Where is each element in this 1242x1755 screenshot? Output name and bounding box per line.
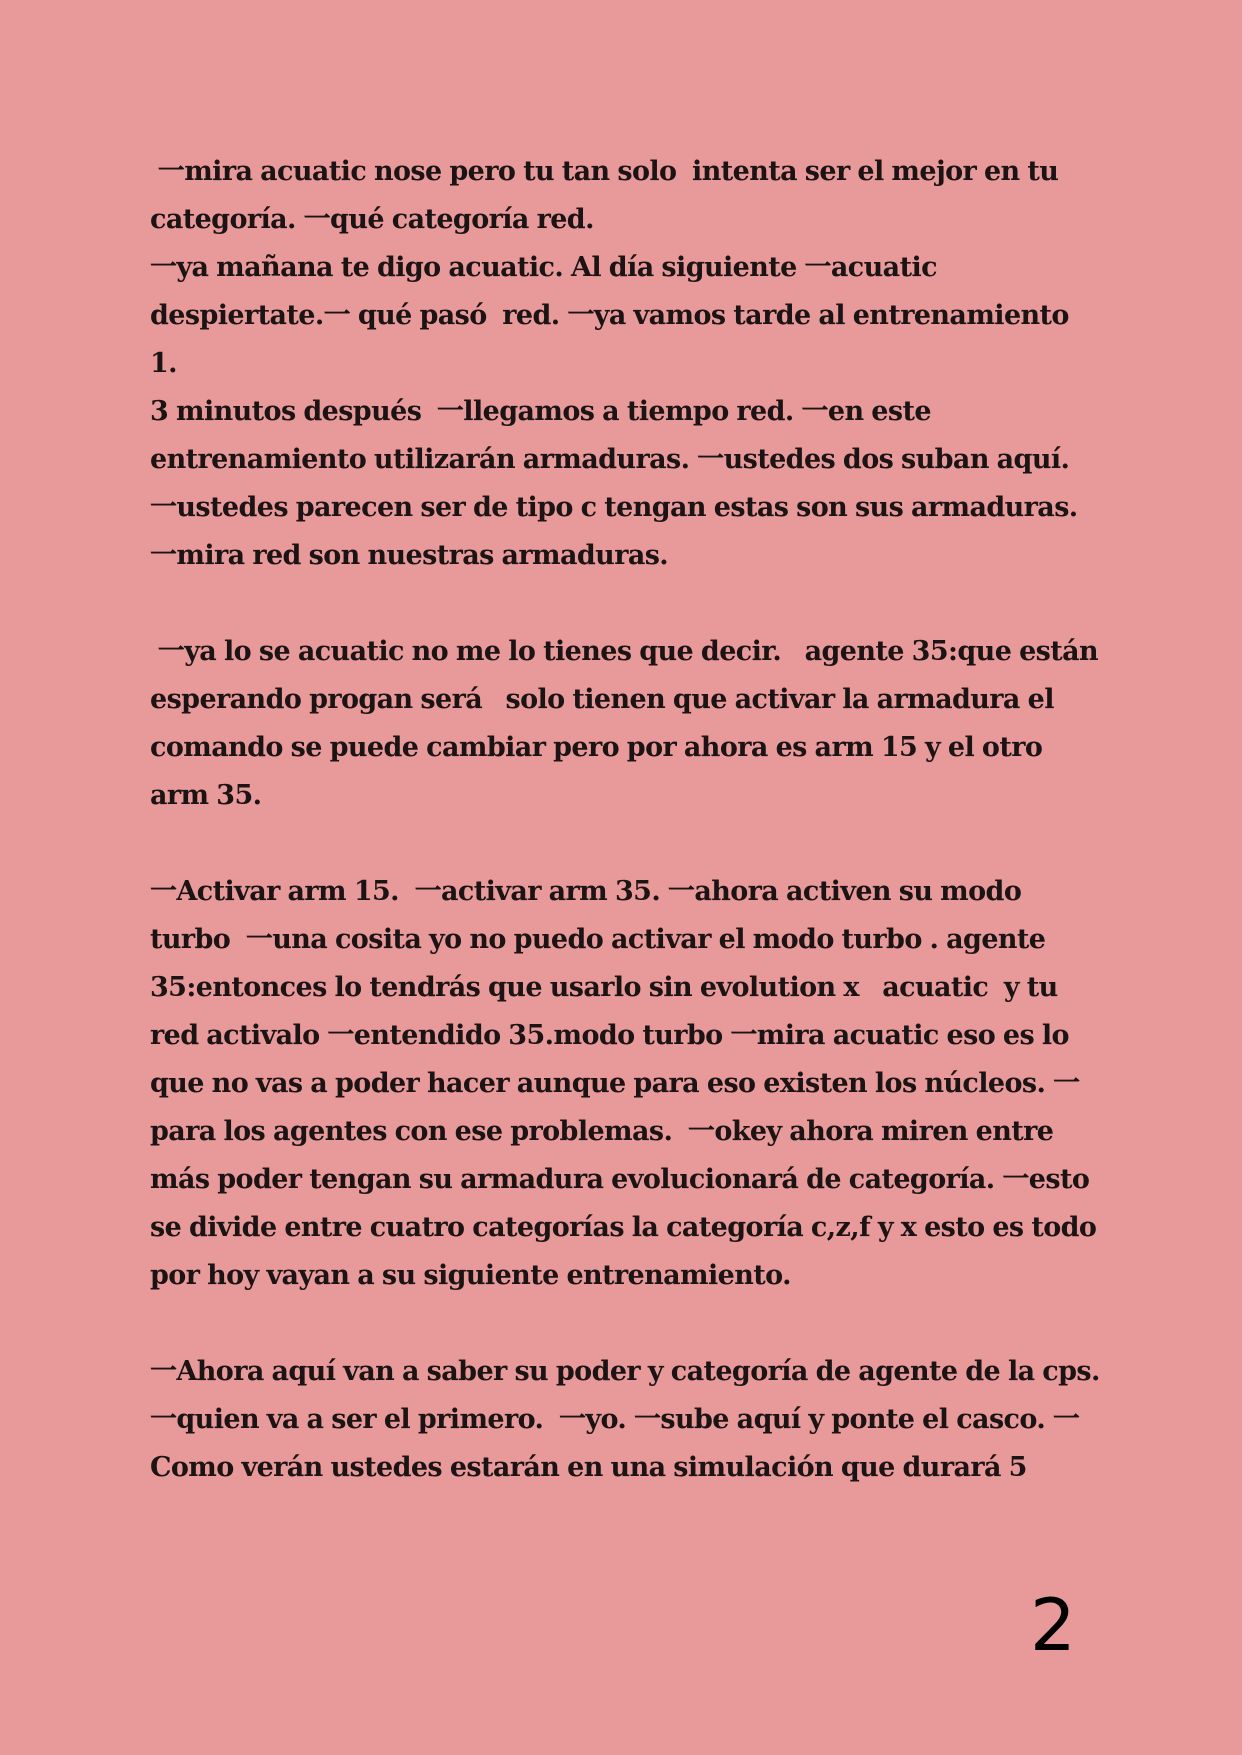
text-line-14: 一Activar arm 15. 一activar arm 35. 一ahora activen su modo <box>150 876 1022 907</box>
text-line-17: red activalo 一entendido 35.modo turbo 一mira acuatic eso es lo <box>150 1020 1069 1051</box>
body-text <box>150 148 1100 1492</box>
text-line-16: 35:entonces lo tendrás que usarlo sin evolution x acuatic y tu <box>150 972 1058 1003</box>
text-line-12: comando se puede cambiar pero por ahora es arm 15 y el otro <box>150 732 1043 763</box>
text-line-19: para los agentes con ese problemas. 一okey ahora miren entre <box>150 1116 1054 1147</box>
text-line-5: 1. <box>150 348 177 379</box>
text-line-2: categoría. 一qué categoría red. <box>150 204 594 235</box>
text-line-18: que no vas a poder hacer aunque para eso existen los núcleos. 一 <box>150 1068 1080 1099</box>
blank-line-3 <box>150 1300 1100 1348</box>
text-line-21: se divide entre cuatro categorías la categoría c,z,f y x esto es todo <box>150 1212 1097 1243</box>
blank-line-2 <box>150 820 1100 868</box>
text-line-20: más poder tengan su armadura evolucionará de categoría. 一esto <box>150 1164 1090 1195</box>
text-line-15: turbo 一una cosita yo no puedo activar el modo turbo . agente <box>150 924 1046 955</box>
text-line-11: esperando progan será solo tienen que activar la armadura el <box>150 684 1054 715</box>
text-line-25: Como verán ustedes estarán en una simulación que durará 5 <box>150 1452 1027 1483</box>
text-line-6: 3 minutos después 一llegamos a tiempo red. 一en este <box>150 396 931 427</box>
text-line-22: por hoy vayan a su siguiente entrenamiento. <box>150 1260 791 1291</box>
text-line-23: 一Ahora aquí van a saber su poder y categoría de agente de la cps. <box>150 1356 1100 1387</box>
blank-line-1 <box>150 580 1100 628</box>
text-line-8: 一ustedes parecen ser de tipo c tengan estas son sus armaduras. <box>150 492 1078 523</box>
text-line-3: 一ya mañana te digo acuatic. Al día siguiente 一acuatic <box>150 252 937 283</box>
text-line-9: 一mira red son nuestras armaduras. <box>150 540 669 571</box>
text-line-10: 一ya lo se acuatic no me lo tienes que decir. agente 35:que están <box>150 636 1099 667</box>
text-line-1: 一mira acuatic nose pero tu tan solo intenta ser el mejor en tu <box>150 156 1059 187</box>
text-line-7: entrenamiento utilizarán armaduras. 一ustedes dos suban aquí. <box>150 444 1070 475</box>
page-number: 2 <box>1030 1583 1076 1667</box>
text-line-13: arm 35. <box>150 780 262 811</box>
text-line-4: despiertate.一 qué pasó red. 一ya vamos tarde al entrenamiento <box>150 300 1069 331</box>
text-line-24: 一quien va a ser el primero. 一yo. 一sube aquí y ponte el casco. 一 <box>150 1404 1080 1435</box>
